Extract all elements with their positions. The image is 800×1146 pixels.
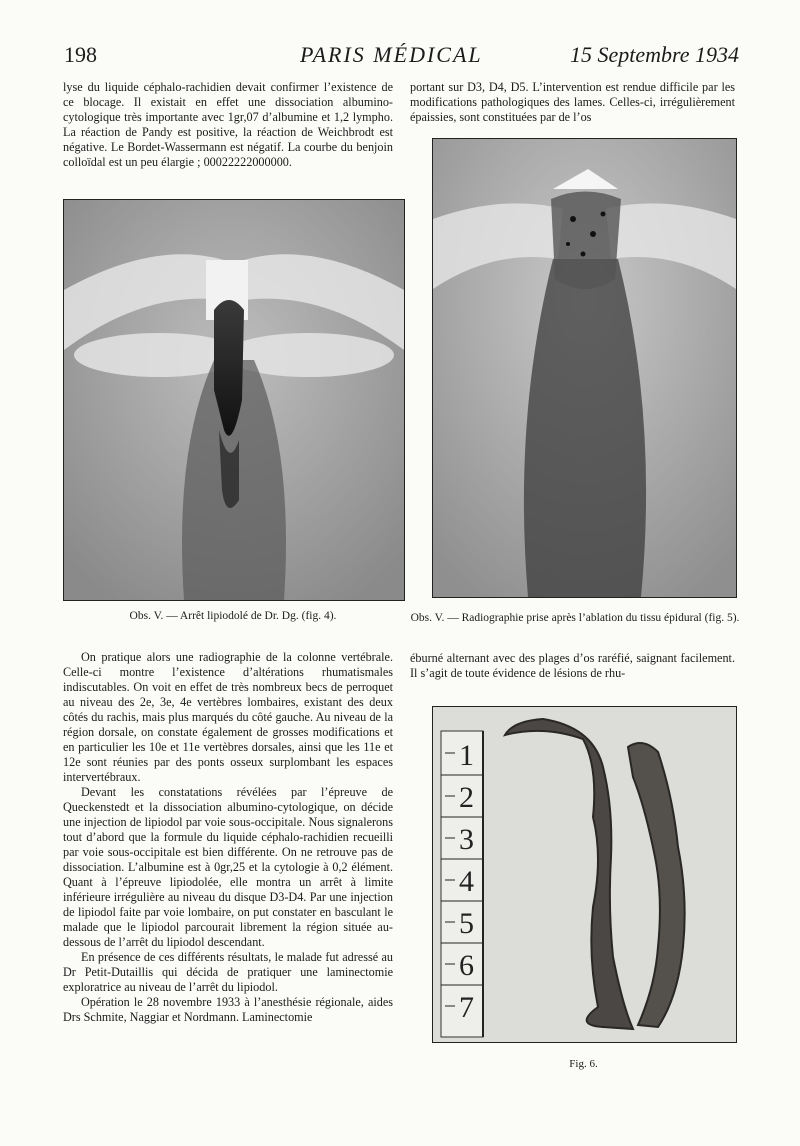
paragraph: Opération le 28 novembre 1933 à l’anesthésie régionale, aides Drs Schmite, Naggiar et Nordmann. Laminectomie bbox=[63, 995, 393, 1024]
radiograph-image bbox=[433, 139, 736, 597]
ruler-mark: 4 bbox=[459, 865, 474, 898]
page-number: 198 bbox=[64, 42, 97, 67]
issue-date: 15 Septembre 1934 bbox=[570, 42, 740, 67]
paragraph: En présence de ces différents résultats, le malade fut adressé au Dr Petit-Dutaillis qui décida de pratiquer une laminectomie exploratrice au niveau de l’arrêt du lipiodol. bbox=[63, 950, 393, 994]
radiograph-image bbox=[64, 200, 404, 600]
ruler-mark: 5 bbox=[459, 907, 474, 940]
radiograph-figure-5 bbox=[432, 138, 737, 598]
right-column-top-text bbox=[410, 80, 735, 125]
figure-5-caption: Obs. V. — Radiographie prise après l’ablation du tissu épidural (fig. 5). bbox=[410, 612, 740, 624]
specimen-photo-figure-6 bbox=[432, 706, 737, 1043]
ruler-mark: 3 bbox=[459, 823, 474, 856]
paragraph: Devant les constatations révélées par l’épreuve de Queckenstedt et la dissociation albumino-cytologique, on décide une injection de lipiodol par voie sous-occipitale. Nous signalerons tout d’abord que la formule du liquide céphalo-rachidien recueilli par voie sous-occipitale est bien différente. On ne retrouve pas de dissociation. L’albumine est à 0gr,25 et la cytologie à 0,2 élément. Quant à l’épreuve lipiodolée, elle montra un arrêt à limite inférieure irrégulière au niveau du disque D3-D4. Par une injection de lipiodol faite par voie lombaire, on put constater en basculant le malade que le lipiodol parcourait librement la région située au-dessous de l’arrêt du lipiodol descendant. bbox=[63, 785, 393, 949]
right-column-mid-text bbox=[410, 651, 735, 681]
journal-title: PARIS MÉDICAL bbox=[300, 42, 483, 67]
page-header bbox=[0, 42, 800, 72]
figure-6-caption: Fig. 6. bbox=[569, 1058, 598, 1070]
ruler-mark: 7 bbox=[459, 991, 474, 1024]
left-column-bottom-text bbox=[63, 650, 393, 1025]
ruler-mark: 2 bbox=[459, 781, 474, 814]
ruler-mark: 6 bbox=[459, 949, 474, 982]
radiograph-figure-4 bbox=[63, 199, 405, 601]
ruler-numbers bbox=[459, 739, 474, 1024]
paragraph: lyse du liquide céphalo-rachidien devait confirmer l’existence de ce blocage. Il existait en effet une dissociation albumino-cytologique très importante avec 1gr,07 d’albumine et 1,2 lympho. La réaction de Pandy est positive, la réaction de Weichbrodt est négative. Le Bordet-Wassermann est négatif. La courbe du benjoin colloïdal est un peu élargie ; 00022222000000. bbox=[63, 80, 393, 169]
figure-4-caption: Obs. V. — Arrêt lipiodolé de Dr. Dg. (fig. 4). bbox=[129, 610, 337, 622]
paragraph: portant sur D3, D4, D5. L’intervention est rendue difficile par les modifications pathologiques des lames. Celles-ci, irrégulièrement épaissies, sont constituées par de l’os bbox=[410, 80, 735, 124]
paragraph: éburné alternant avec des plages d’os raréfié, saignant facilement. Il s’agit de toute évidence de lésions de rhu- bbox=[410, 651, 735, 680]
left-column-top-text bbox=[63, 80, 393, 170]
ruler-mark: 1 bbox=[459, 739, 474, 772]
specimen-image bbox=[433, 707, 736, 1042]
paragraph: On pratique alors une radiographie de la colonne vertébrale. Celle-ci montre l’existence d’altérations rhumatismales indiscutables. On voit en effet de très nombreux becs de perroquet au niveau des 2e, 3e, 4e vertèbres lombaires, existant des deux côtés du rachis, mais plus marqués du côté gauche. Au niveau de la région dorsale, on constate également de grosses modifications et en particulier les 10e et 11e vertèbres dorsales, ainsi que les 11e et 12e sont réunies par des ponts osseux surplombant les espaces intervertébraux. bbox=[63, 650, 393, 784]
